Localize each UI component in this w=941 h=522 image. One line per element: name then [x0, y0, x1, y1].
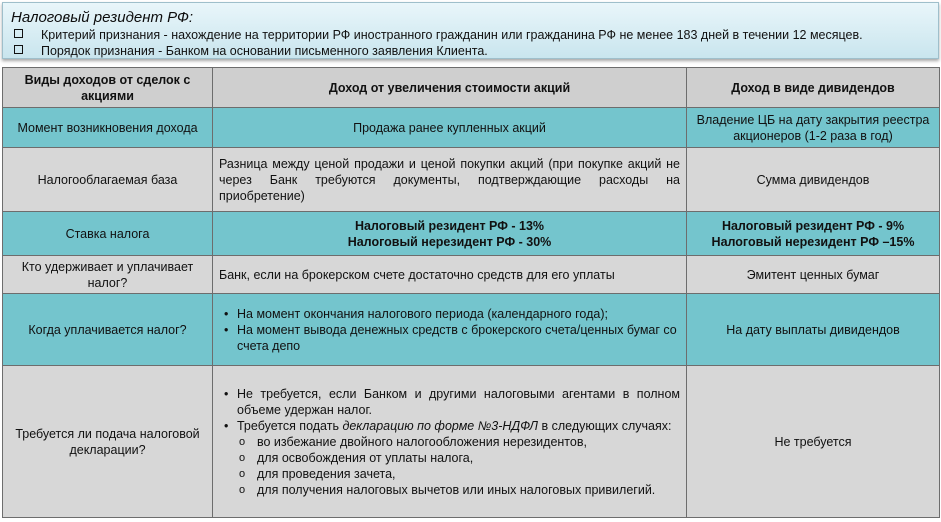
- list-item: • Не требуется, если Банком и другими налоговыми агентами в полном объеме удержан налог.: [237, 386, 680, 418]
- cell-dividends: Эмитент ценных бумаг: [687, 256, 940, 294]
- list-item: • На момент вывода денежных средств с брокерского счета/ценных бумаг со счета депо: [237, 322, 680, 354]
- table-header-row: [3, 68, 940, 108]
- cell-shares: [213, 212, 687, 256]
- row-label: Требуется ли подача налоговой декларации?: [3, 366, 213, 518]
- list-item: • На момент окончания налогового периода (календарного года);: [237, 306, 680, 322]
- header-shares-income: Доход от увеличения стоимости акций: [213, 68, 687, 108]
- row-label: Когда уплачивается налог?: [3, 294, 213, 366]
- sub-list-item: o для получения налоговых вычетов или иных налоговых привилегий.: [257, 482, 680, 498]
- cell-dividends: Не требуется: [687, 366, 940, 518]
- shares-resident-rate: Налоговый резидент РФ - 13%: [354, 218, 545, 233]
- cell-shares: [213, 294, 687, 366]
- header-income-types: Виды доходов от сделок с акциями: [3, 68, 213, 108]
- criterion-2: [14, 44, 488, 58]
- header-panel: [2, 2, 939, 59]
- table-row-base: [3, 148, 940, 212]
- tax-table: [2, 67, 940, 518]
- list-item: [237, 418, 680, 434]
- table-row-moment: [3, 108, 940, 148]
- header-title: Налоговый резидент РФ:: [11, 9, 194, 26]
- item2-prefix: Требуется подать: [237, 418, 343, 433]
- cell-shares: Продажа ранее купленных акций: [213, 108, 687, 148]
- cell-shares: Банк, если на брокерском счете достаточно средств для его уплаты: [213, 256, 687, 294]
- table-row-when: [3, 294, 940, 366]
- criterion-1: [14, 28, 863, 42]
- sub-list-item: o для проведения зачета,: [257, 466, 680, 482]
- table-row-declaration: [3, 366, 940, 518]
- table-row-rate: [3, 212, 940, 256]
- cell-shares: Разница между ценой продажи и ценой покупки акций (при покупке акций не через Банк требуются документы, подтверждающие расходы на приобретение): [213, 148, 687, 212]
- div-resident-rate: Налоговый резидент РФ - 9%: [721, 218, 905, 233]
- header-dividends-income: Доход в виде дивидендов: [687, 68, 940, 108]
- shares-nonresident-rate: Налоговый нерезидент РФ - 30%: [347, 234, 552, 249]
- checkbox-bullet-icon: [14, 29, 23, 38]
- table-row-who: [3, 256, 940, 294]
- cell-dividends: [687, 212, 940, 256]
- sub-list-item: o во избежание двойного налогообложения нерезидентов,: [257, 434, 680, 450]
- cell-dividends: Сумма дивидендов: [687, 148, 940, 212]
- row-label: Момент возникновения дохода: [3, 108, 213, 148]
- cell-dividends: На дату выплаты дивидендов: [687, 294, 940, 366]
- item2-suffix: в следующих случаях:: [538, 418, 672, 433]
- cell-shares: [213, 366, 687, 518]
- row-label: Кто удерживает и уплачивает налог?: [3, 256, 213, 294]
- sub-list-item: o для освобождения от уплаты налога,: [257, 450, 680, 466]
- checkbox-bullet-icon: [14, 45, 23, 54]
- declaration-form-name: декларацию по форме №3-НДФЛ: [342, 418, 539, 433]
- row-label: Налогооблагаемая база: [3, 148, 213, 212]
- criterion-2-text: Порядок признания - Банком на основании письменного заявления Клиента.: [41, 44, 488, 58]
- div-nonresident-rate: Налоговый нерезидент РФ –15%: [711, 234, 915, 249]
- cell-dividends: Владение ЦБ на дату закрытия реестра акционеров (1-2 раза в год): [687, 108, 940, 148]
- criterion-1-text: Критерий признания - нахождение на территории РФ иностранного гражданин или гражданина РФ не менее 183 дней в течении 12 месяцев.: [41, 28, 863, 42]
- row-label: Ставка налога: [3, 212, 213, 256]
